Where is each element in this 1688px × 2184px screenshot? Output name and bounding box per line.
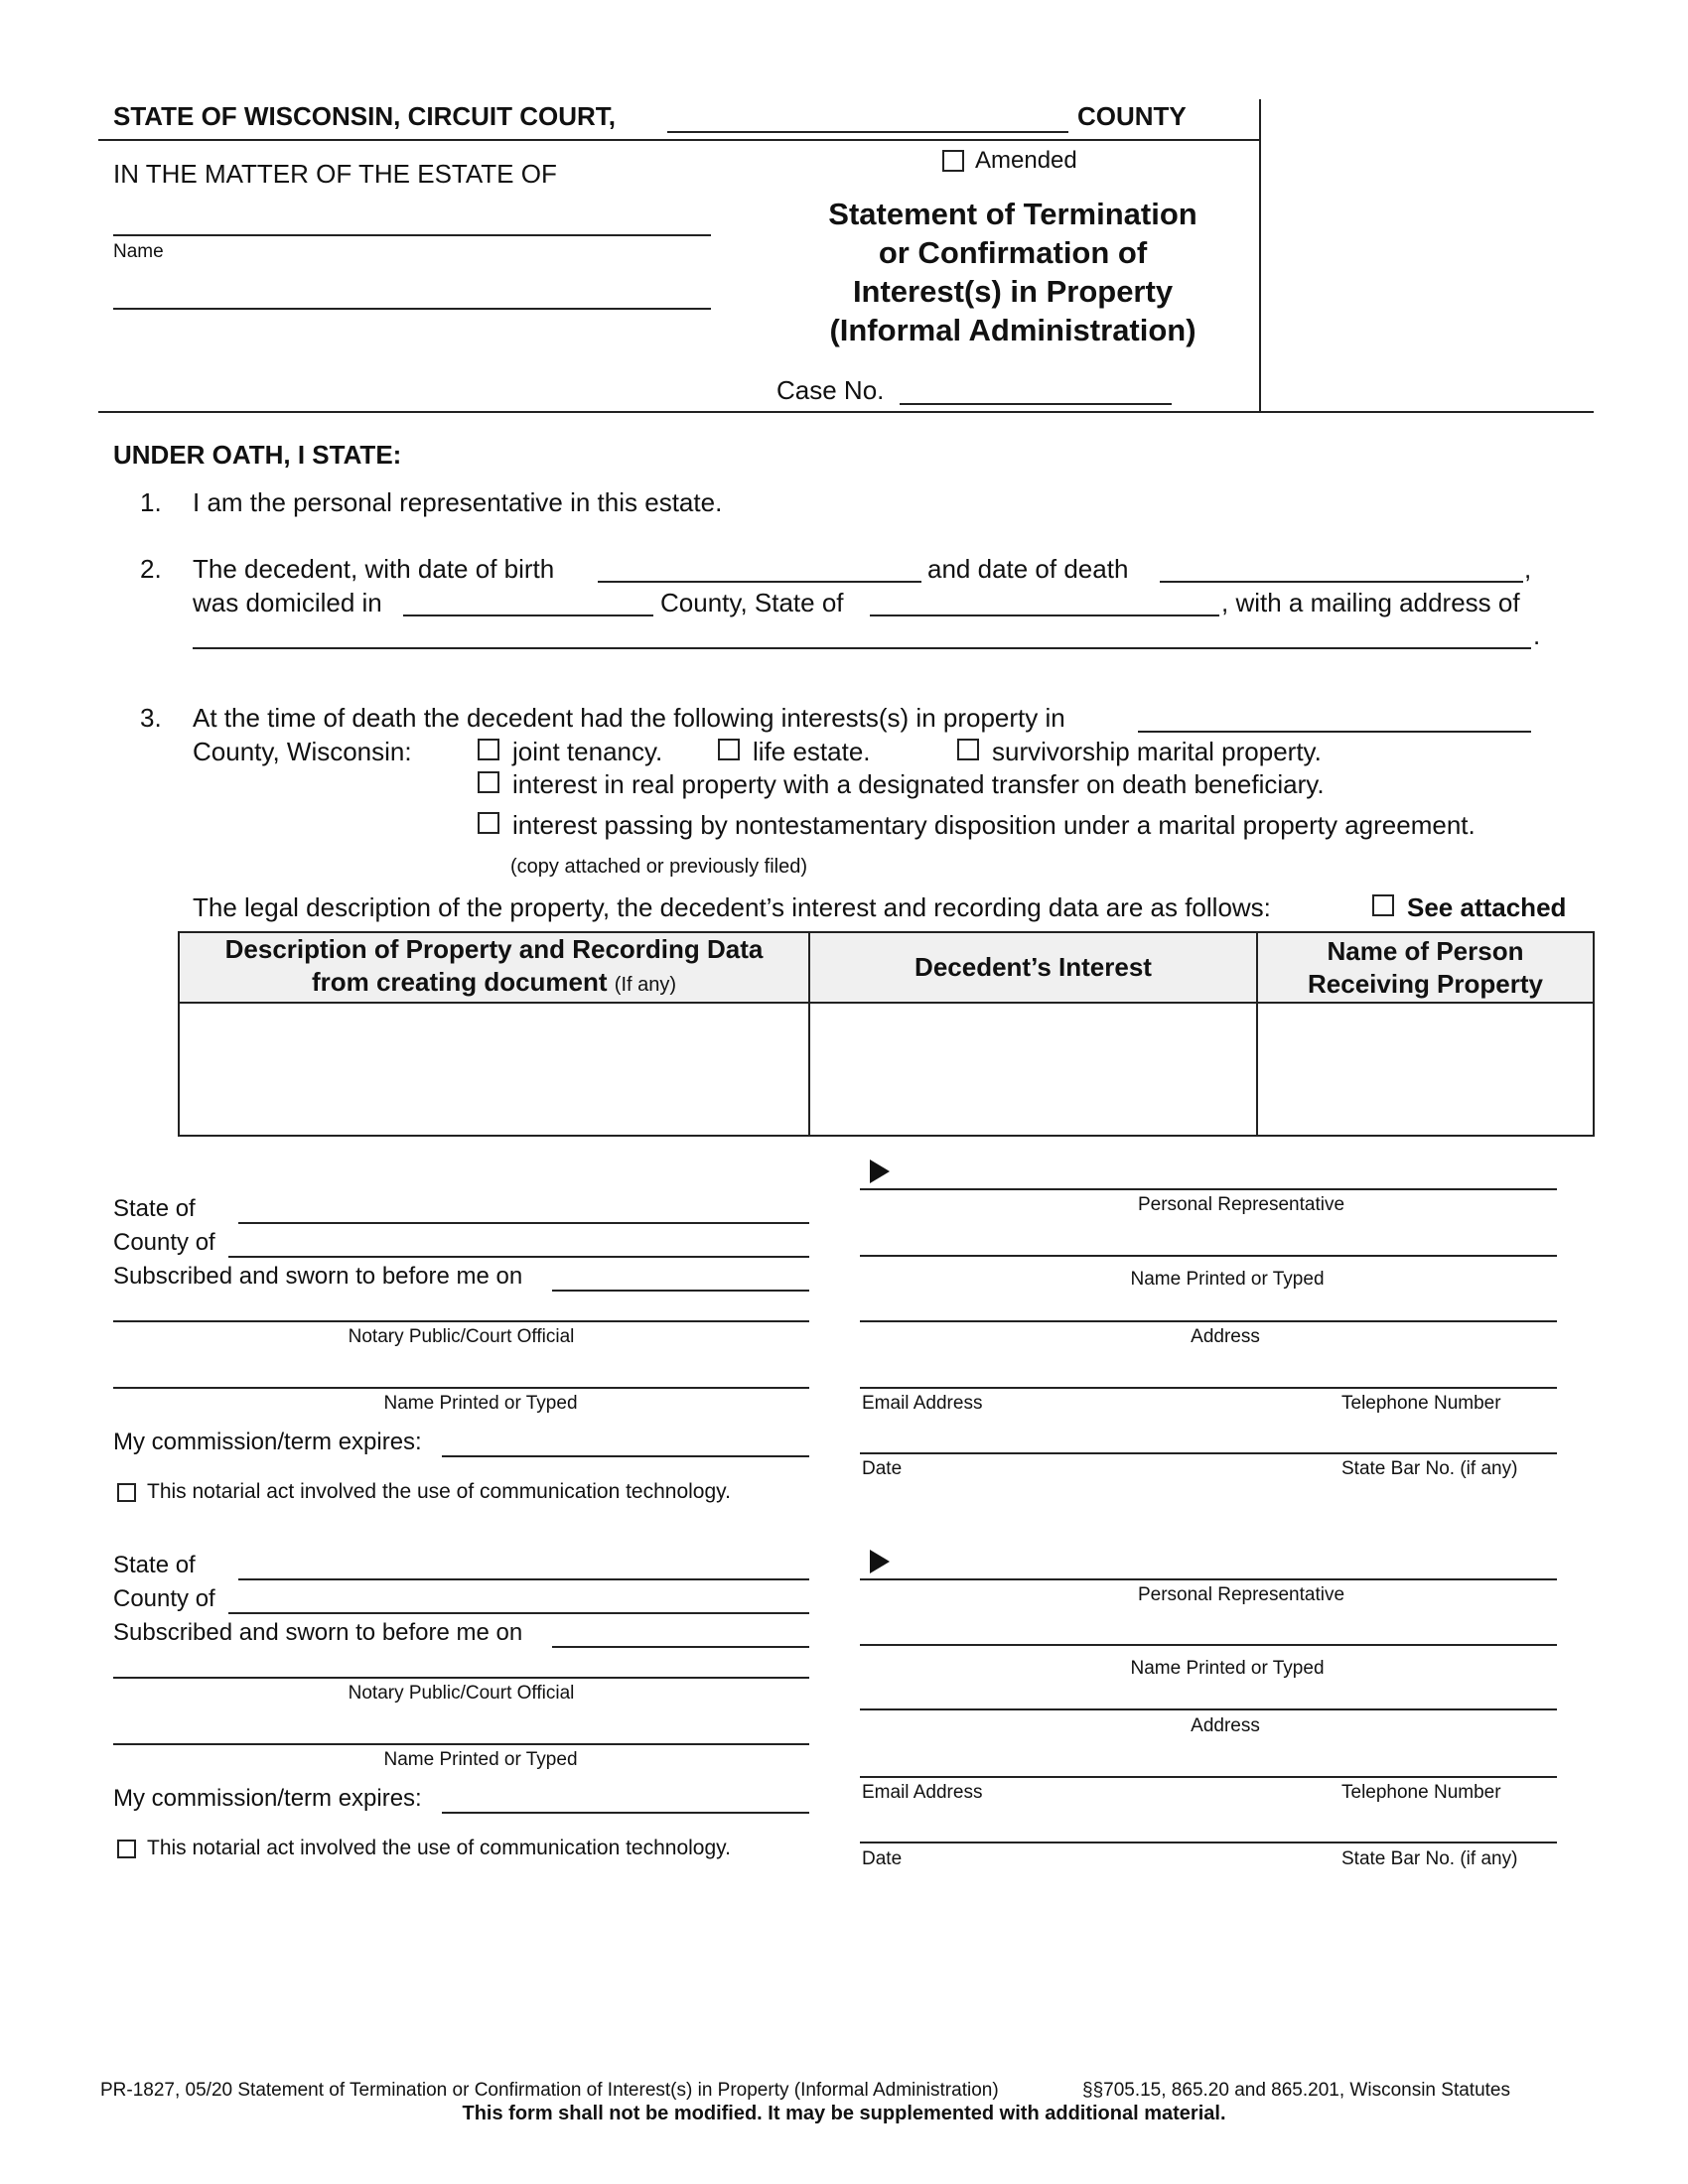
mailing-address-line[interactable] xyxy=(193,647,1531,649)
signer-1-name-line[interactable] xyxy=(860,1255,1557,1257)
signer-1-address-line[interactable] xyxy=(860,1320,1557,1322)
signer-2-email-label: Email Address xyxy=(862,1782,983,1803)
signer-2-signature-line[interactable] xyxy=(860,1578,1557,1580)
domicile-county-line[interactable] xyxy=(403,614,653,616)
notary-1-comm-tech-label: This notarial act involved the use of communication technology. xyxy=(147,1480,731,1503)
county-wisconsin-label: County, Wisconsin: xyxy=(193,737,412,766)
survivorship-label: survivorship marital property. xyxy=(992,737,1322,766)
notary-1-signature-line[interactable] xyxy=(113,1320,809,1322)
amended-checkbox[interactable] xyxy=(942,150,964,172)
county-label: COUNTY xyxy=(1077,101,1187,131)
see-attached-label: See attached xyxy=(1407,892,1567,922)
item-1-text: I am the personal representative in this estate. xyxy=(193,487,723,517)
dod-label: and date of death xyxy=(927,554,1129,584)
signer-1-signature-line[interactable] xyxy=(860,1188,1557,1190)
notary-1-subscribed-label: Subscribed and sworn to before me on xyxy=(113,1263,523,1290)
notary-1-official-label: Notary Public/Court Official xyxy=(348,1326,575,1347)
interest-cell[interactable] xyxy=(809,1003,1257,1136)
col-description-header xyxy=(179,932,809,1003)
footer-form-id: PR-1827, 05/20 Statement of Termination or Confirmation of Interest(s) in Property (Informal Administration) xyxy=(100,2080,999,2101)
item-1-number: 1. xyxy=(140,487,162,517)
notary-1-county-label: County of xyxy=(113,1229,215,1256)
table-header-row xyxy=(179,932,1594,1003)
life-estate-checkbox[interactable] xyxy=(718,739,740,760)
signer-2-phone-label: Telephone Number xyxy=(1341,1782,1501,1803)
oath-heading: UNDER OATH, I STATE: xyxy=(113,440,402,470)
description-cell[interactable] xyxy=(179,1003,809,1136)
col-recipient-line-2: Receiving Property xyxy=(1308,968,1543,999)
footer-statutes: §§705.15, 865.20 and 865.201, Wisconsin Statutes xyxy=(1082,2080,1510,2101)
notary-1-county-line[interactable] xyxy=(228,1256,809,1258)
notary-1-commission-label: My commission/term expires: xyxy=(113,1429,422,1455)
case-no-line[interactable] xyxy=(900,403,1172,405)
col-description-line-2 xyxy=(186,966,802,1002)
title-line-3: Interest(s) in Property xyxy=(852,274,1174,309)
case-no-label: Case No. xyxy=(776,375,885,405)
name-label: Name xyxy=(113,241,164,262)
notary-1-name-line[interactable] xyxy=(113,1387,809,1389)
signer-2-rep-label: Personal Representative xyxy=(1137,1584,1345,1605)
item-2-number: 2. xyxy=(140,554,162,584)
notary-2-signature-line[interactable] xyxy=(113,1677,809,1679)
notary-2-official-label: Notary Public/Court Official xyxy=(348,1683,575,1704)
property-county-line[interactable] xyxy=(1138,731,1531,733)
item-3-number: 3. xyxy=(140,703,162,733)
if-any-note: (If any) xyxy=(614,974,677,996)
notary-2-date-line[interactable] xyxy=(552,1646,809,1648)
dob-line[interactable] xyxy=(598,581,921,583)
col-interest-header: Decedent’s Interest xyxy=(809,932,1257,1003)
notary-1-date-line[interactable] xyxy=(552,1290,809,1292)
header-bottom-rule xyxy=(98,411,1594,413)
dod-line[interactable] xyxy=(1160,581,1523,583)
nontestamentary-label: interest passing by nontestamentary disposition under a marital property agreement. xyxy=(512,810,1476,840)
col-description-line-2-text: from creating document xyxy=(311,967,608,997)
domicile-label: was domiciled in xyxy=(193,588,382,617)
signer-2-name-line[interactable] xyxy=(860,1644,1557,1646)
survivorship-checkbox[interactable] xyxy=(957,739,979,760)
notary-2-state-label: State of xyxy=(113,1552,196,1578)
state-of-label: County, State of xyxy=(660,588,844,617)
footer-notice: This form shall not be modified. It may be supplemented with additional material. xyxy=(462,2103,1226,2124)
signer-2-name-label: Name Printed or Typed xyxy=(1130,1658,1325,1679)
title-line-2: or Confirmation of xyxy=(878,235,1148,270)
decedent-name-line[interactable] xyxy=(113,234,711,236)
interest-intro: At the time of death the decedent had the following interests(s) in property in xyxy=(193,703,1065,733)
signer-2-date-label: Date xyxy=(862,1848,903,1869)
recipient-cell[interactable] xyxy=(1257,1003,1594,1136)
signer-1-bar-label: State Bar No. (if any) xyxy=(1341,1458,1518,1479)
notary-1-state-line[interactable] xyxy=(238,1222,809,1224)
notary-2-commission-line[interactable] xyxy=(442,1812,809,1814)
signer-2-contact-line[interactable] xyxy=(860,1776,1557,1778)
county-name-line[interactable] xyxy=(667,131,1068,133)
joint-tenancy-label: joint tenancy. xyxy=(512,737,663,766)
copy-note: (copy attached or previously filed) xyxy=(510,856,808,878)
signer-2-address-line[interactable] xyxy=(860,1708,1557,1710)
notary-2-comm-tech-checkbox[interactable] xyxy=(117,1840,136,1858)
header-underline xyxy=(98,139,1260,141)
notary-1-comm-tech-checkbox[interactable] xyxy=(117,1483,136,1502)
domicile-state-line[interactable] xyxy=(870,614,1219,616)
court-heading: STATE OF WISCONSIN, CIRCUIT COURT, xyxy=(113,101,617,131)
property-table xyxy=(178,931,1595,1137)
signer-2-date-line[interactable] xyxy=(860,1842,1557,1843)
notary-2-county-label: County of xyxy=(113,1585,215,1612)
notary-2-name-line[interactable] xyxy=(113,1743,809,1745)
decedent-name-line-2[interactable] xyxy=(113,308,711,310)
form-title xyxy=(755,195,1271,349)
tod-beneficiary-checkbox[interactable] xyxy=(478,771,499,793)
notary-2-comm-tech-label: This notarial act involved the use of communication technology. xyxy=(147,1837,731,1859)
legal-description-text: The legal description of the property, the decedent’s interest and recording data are as follows: xyxy=(193,892,1271,922)
mailing-address-label: , with a mailing address of xyxy=(1221,588,1520,617)
col-description-line-1: Description of Property and Recording Data xyxy=(224,934,764,964)
notary-1-commission-line[interactable] xyxy=(442,1455,809,1457)
address-period: . xyxy=(1533,620,1541,650)
signer-1-rep-label: Personal Representative xyxy=(1137,1194,1345,1215)
signer-1-email-label: Email Address xyxy=(862,1393,983,1414)
signer-2-address-label: Address xyxy=(1191,1715,1260,1736)
table-row xyxy=(179,1003,1594,1136)
signer-1-date-label: Date xyxy=(862,1458,903,1479)
notary-2-name-label: Name Printed or Typed xyxy=(383,1749,578,1770)
notary-1-state-label: State of xyxy=(113,1195,196,1222)
estate-matter-label: IN THE MATTER OF THE ESTATE OF xyxy=(113,159,557,189)
tod-beneficiary-label: interest in real property with a designated transfer on death beneficiary. xyxy=(512,769,1325,799)
notary-2-county-line[interactable] xyxy=(228,1612,809,1614)
signer-1-contact-line[interactable] xyxy=(860,1387,1557,1389)
title-line-1: Statement of Termination xyxy=(828,197,1197,231)
signer-1-date-line[interactable] xyxy=(860,1452,1557,1454)
signer-1-name-label: Name Printed or Typed xyxy=(1130,1269,1325,1290)
signer-2-bar-label: State Bar No. (if any) xyxy=(1341,1848,1518,1869)
life-estate-label: life estate. xyxy=(753,737,871,766)
signer-1-phone-label: Telephone Number xyxy=(1341,1393,1501,1414)
sign-here-arrow-icon xyxy=(870,1160,890,1183)
col-recipient-header xyxy=(1257,932,1594,1003)
dob-label: The decedent, with date of birth xyxy=(193,554,555,584)
joint-tenancy-checkbox[interactable] xyxy=(478,739,499,760)
notary-2-commission-label: My commission/term expires: xyxy=(113,1785,422,1812)
see-attached-checkbox[interactable] xyxy=(1372,894,1394,916)
amended-label: Amended xyxy=(975,147,1077,174)
nontestamentary-checkbox[interactable] xyxy=(478,812,499,834)
notary-1-name-label: Name Printed or Typed xyxy=(383,1393,578,1414)
dod-comma: , xyxy=(1524,554,1532,584)
signer-1-address-label: Address xyxy=(1191,1326,1260,1347)
col-recipient-line-1: Name of Person xyxy=(1327,935,1524,966)
sign-here-arrow-icon xyxy=(870,1550,890,1573)
title-line-4: (Informal Administration) xyxy=(829,313,1196,347)
notary-2-subscribed-label: Subscribed and sworn to before me on xyxy=(113,1619,523,1646)
notary-2-state-line[interactable] xyxy=(238,1578,809,1580)
